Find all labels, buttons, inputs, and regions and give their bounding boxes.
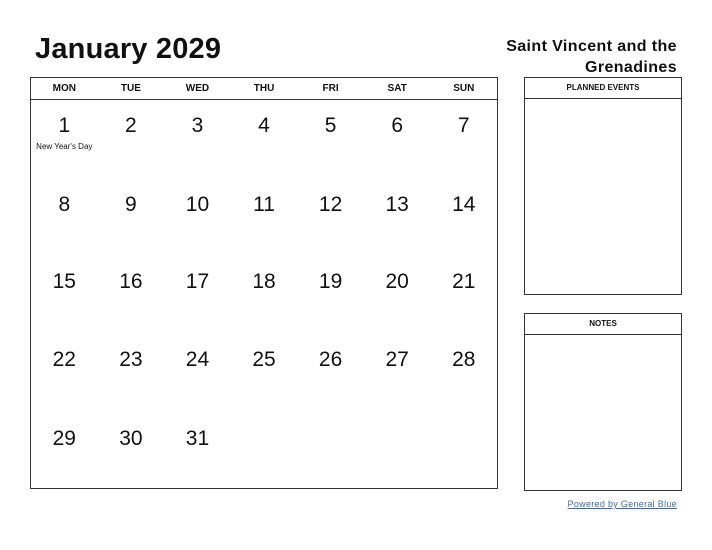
day-cell — [430, 427, 497, 451]
day-cell — [164, 427, 231, 451]
day-cell — [164, 114, 231, 152]
day-number: 13 — [385, 193, 409, 216]
day-cell — [364, 348, 431, 372]
day-number: 16 — [119, 270, 143, 293]
day-cell — [430, 348, 497, 372]
day-number: 31 — [185, 427, 210, 450]
day-cell — [31, 348, 98, 372]
day-number: 21 — [452, 270, 476, 293]
day-number: 3 — [191, 114, 204, 137]
day-cell — [98, 114, 165, 152]
day-cell — [430, 270, 497, 294]
weekday-label: FRI — [322, 83, 339, 94]
day-number: 1 — [58, 114, 71, 137]
day-number: 27 — [385, 348, 409, 371]
day-number: 8 — [58, 193, 71, 216]
day-number: 18 — [252, 270, 276, 293]
day-number: 23 — [119, 348, 143, 371]
day-cell — [364, 270, 431, 294]
day-cell — [297, 427, 364, 451]
day-cell — [231, 270, 298, 294]
day-cell — [364, 427, 431, 451]
day-cell — [430, 193, 497, 217]
weekday-label: SUN — [453, 83, 475, 94]
notes-header: NOTES — [525, 314, 681, 335]
planned-events-header: PLANNED EVENTS — [525, 78, 681, 99]
weekday-label: WED — [185, 83, 210, 94]
day-cell — [430, 114, 497, 152]
planned-events-panel[interactable] — [524, 77, 682, 295]
day-number: 25 — [252, 348, 276, 371]
day-number: 15 — [52, 270, 76, 293]
day-number: 11 — [253, 193, 275, 216]
day-cell — [98, 348, 165, 372]
day-number: 20 — [385, 270, 409, 293]
powered-by-link[interactable]: Powered by General Blue — [567, 499, 677, 509]
notes-panel[interactable] — [524, 313, 682, 491]
week-row — [31, 348, 497, 372]
day-number: 14 — [452, 193, 476, 216]
day-cell — [297, 348, 364, 372]
week-row — [31, 270, 497, 294]
day-number: 10 — [185, 193, 210, 216]
day-number: 2 — [125, 114, 137, 137]
calendar-title: January 2029 — [35, 33, 222, 65]
day-number: 29 — [52, 427, 76, 450]
day-number: 4 — [258, 114, 270, 137]
holiday-label: New Year's Day — [36, 142, 93, 151]
day-cell — [31, 114, 98, 152]
day-cell — [297, 193, 364, 217]
day-cell — [164, 193, 231, 217]
day-number: 5 — [324, 114, 337, 137]
day-number: 28 — [452, 348, 476, 371]
day-number: 6 — [391, 114, 404, 137]
day-number: 17 — [185, 270, 210, 293]
day-cell — [231, 114, 298, 152]
week-row — [31, 114, 497, 152]
day-number: 19 — [318, 270, 343, 293]
country-name: Saint Vincent and the Grenadines — [506, 38, 677, 76]
weekday-label: SAT — [387, 83, 407, 94]
weekday-label: MON — [52, 83, 76, 94]
day-cell — [31, 193, 98, 217]
day-number: 24 — [185, 348, 210, 371]
day-cell — [231, 427, 298, 451]
day-number: 7 — [457, 114, 470, 137]
day-cell — [164, 348, 231, 372]
week-row — [31, 427, 497, 451]
day-cell — [31, 427, 98, 451]
day-cell — [98, 193, 165, 217]
day-number: 26 — [318, 348, 343, 371]
day-cell — [231, 193, 298, 217]
day-cell — [98, 427, 165, 451]
day-number: 12 — [318, 193, 343, 216]
weekday-label: TUE — [120, 83, 141, 94]
weekday-header-row — [31, 78, 497, 100]
day-number: 9 — [125, 193, 137, 216]
day-cell — [31, 270, 98, 294]
day-cell — [231, 348, 298, 372]
day-number: 22 — [52, 348, 76, 371]
weekday-label: THU — [253, 83, 275, 94]
day-cell — [297, 270, 364, 294]
day-number: 30 — [119, 427, 143, 450]
day-cell — [364, 193, 431, 217]
week-row — [31, 193, 497, 217]
day-cell — [164, 270, 231, 294]
calendar-grid — [30, 77, 498, 489]
day-cell — [297, 114, 364, 152]
day-cell — [98, 270, 165, 294]
day-cell — [364, 114, 431, 152]
